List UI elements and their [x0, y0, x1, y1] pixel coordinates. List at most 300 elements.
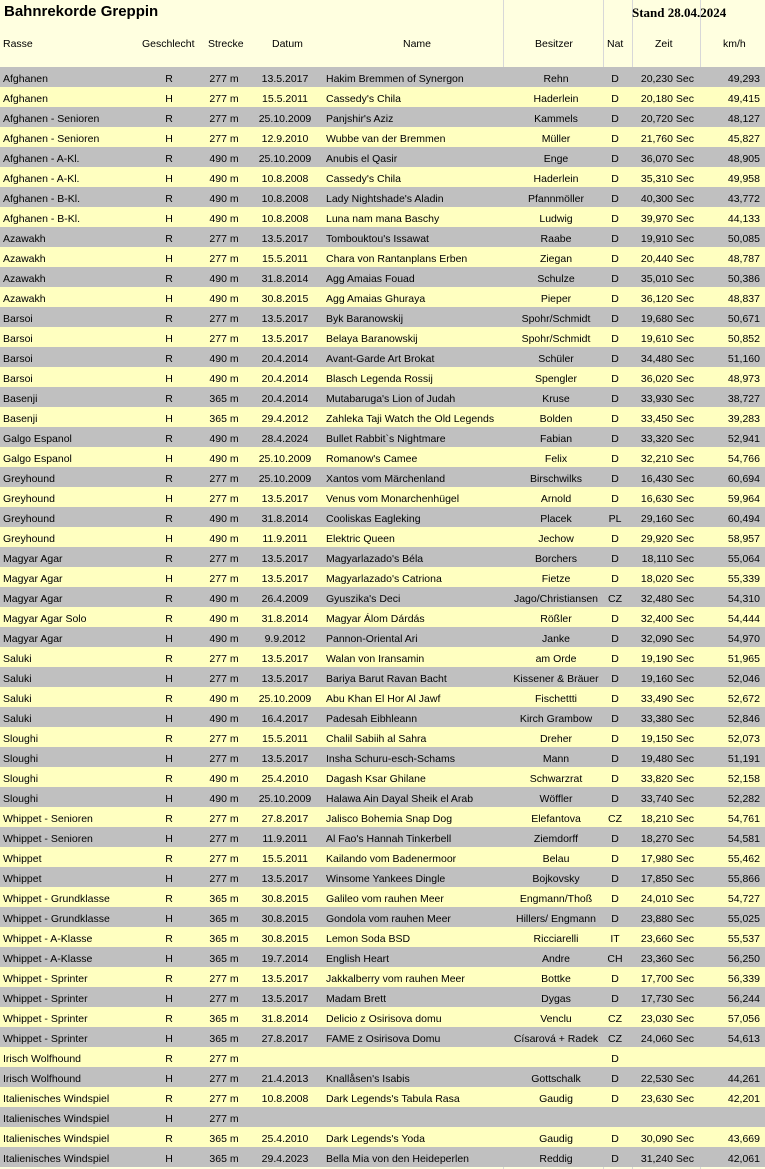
cell-zeit: 33,930 Sec [640, 393, 694, 405]
cell-zeit: 17,700 Sec [640, 973, 694, 985]
cell-rasse: Sloughi [3, 753, 39, 765]
table-row [0, 307, 765, 327]
cell-zeit: 23,360 Sec [640, 953, 694, 965]
cell-besitzer: Schulze [537, 273, 575, 285]
cell-strecke: 490 m [209, 433, 239, 445]
cell-datum: 20.4.2014 [261, 393, 309, 405]
cell-zeit: 31,240 Sec [640, 1153, 694, 1165]
cell-rasse: Italienisches Windspiel [3, 1113, 110, 1125]
cell-nat: CZ [608, 813, 622, 825]
cell-datum: 25.10.2009 [258, 793, 312, 805]
header-strecke: Strecke [208, 38, 244, 50]
cell-kmh: 55,866 [727, 873, 760, 885]
cell-zeit: 19,910 Sec [640, 233, 694, 245]
header-nat: Nat [607, 38, 624, 50]
cell-rasse: Saluki [3, 653, 32, 665]
stand-date: Stand 28.04.2024 [632, 5, 727, 20]
cell-zeit: 17,980 Sec [640, 853, 694, 865]
cell-besitzer: Fietze [541, 573, 571, 585]
cell-besitzer: Pieper [540, 293, 572, 305]
cell-geschlecht: H [165, 413, 173, 425]
cell-geschlecht: H [165, 453, 173, 465]
cell-name: Anubis el Qasir [326, 153, 398, 165]
cell-geschlecht: R [165, 353, 173, 365]
cell-nat: D [611, 193, 619, 205]
cell-geschlecht: H [165, 873, 173, 885]
cell-name: Agg Amaias Ghuraya [326, 293, 426, 305]
cell-name: Byk Baranowskij [326, 313, 404, 325]
cell-geschlecht: R [165, 193, 173, 205]
cell-besitzer: Reddig [539, 1153, 573, 1165]
cell-geschlecht: R [165, 113, 173, 125]
cell-zeit: 35,310 Sec [640, 173, 694, 185]
cell-geschlecht: R [165, 473, 173, 485]
cell-besitzer: Bojkovsky [532, 873, 580, 885]
cell-datum: 13.5.2017 [261, 73, 309, 85]
cell-strecke: 277 m [209, 333, 239, 345]
cell-kmh: 50,386 [727, 273, 760, 285]
cell-geschlecht: H [165, 953, 173, 965]
cell-rasse: Azawakh [3, 233, 46, 245]
cell-name: Cooliskas Eagleking [326, 513, 421, 525]
cell-nat: D [611, 833, 619, 845]
cell-besitzer: Wöffler [539, 793, 573, 805]
cell-nat: CZ [608, 593, 622, 605]
table-row [0, 107, 765, 127]
cell-strecke: 277 m [209, 853, 239, 865]
cell-kmh: 48,787 [727, 253, 760, 265]
cell-nat: D [611, 773, 619, 785]
cell-rasse: Whippet - Sprinter [3, 1013, 88, 1025]
cell-geschlecht: R [165, 853, 173, 865]
cell-kmh: 48,127 [727, 113, 760, 125]
table-row [0, 587, 765, 607]
cell-datum: 15.5.2011 [262, 733, 308, 745]
cell-kmh: 52,846 [727, 713, 760, 725]
cell-rasse: Greyhound [3, 493, 55, 505]
cell-nat: D [611, 733, 619, 745]
cell-besitzer: Ludwig [539, 213, 573, 225]
cell-rasse: Saluki [3, 673, 32, 685]
table-row [0, 727, 765, 747]
cell-nat: D [611, 633, 619, 645]
cell-kmh: 59,964 [727, 493, 760, 505]
cell-datum: 19.7.2014 [261, 953, 309, 965]
cell-datum: 12.9.2010 [261, 133, 309, 145]
cell-name: Elektric Queen [326, 533, 395, 545]
cell-rasse: Barsoi [3, 353, 33, 365]
cell-besitzer: Dygas [541, 993, 571, 1005]
cell-geschlecht: R [165, 893, 173, 905]
cell-strecke: 277 m [209, 493, 239, 505]
cell-name: Romanow's Camee [326, 453, 418, 465]
cell-rasse: Basenji [3, 413, 38, 425]
cell-zeit: 18,020 Sec [640, 573, 694, 585]
cell-strecke: 490 m [209, 193, 239, 205]
cell-zeit: 19,480 Sec [640, 753, 694, 765]
table-row [0, 667, 765, 687]
cell-kmh: 55,339 [727, 573, 760, 585]
cell-strecke: 490 m [209, 173, 239, 185]
cell-datum: 13.5.2017 [261, 873, 309, 885]
cell-kmh: 52,282 [727, 793, 760, 805]
cell-strecke: 277 m [209, 653, 239, 665]
cell-strecke: 365 m [209, 933, 239, 945]
table-row [0, 247, 765, 267]
cell-rasse: Afghanen [3, 93, 48, 105]
cell-geschlecht: R [165, 1093, 173, 1105]
cell-rasse: Greyhound [3, 513, 55, 525]
cell-strecke: 490 m [209, 793, 239, 805]
cell-besitzer: Haderlein [533, 93, 579, 105]
cell-datum: 13.5.2017 [261, 573, 309, 585]
cell-nat: D [611, 913, 619, 925]
cell-rasse: Sloughi [3, 733, 39, 745]
cell-rasse: Italienisches Windspiel [3, 1153, 110, 1165]
cell-zeit: 23,030 Sec [640, 1013, 694, 1025]
header-geschlecht: Geschlecht [142, 38, 195, 50]
table-row [0, 567, 765, 587]
table-row [0, 1007, 765, 1027]
cell-besitzer: Rehn [543, 73, 569, 85]
cell-nat: D [611, 313, 619, 325]
cell-besitzer: Placek [540, 513, 572, 525]
cell-besitzer: am Orde [535, 653, 577, 665]
cell-kmh: 57,056 [727, 1013, 760, 1025]
cell-strecke: 277 m [209, 473, 239, 485]
cell-kmh: 50,085 [727, 233, 760, 245]
cell-name: Madam Brett [326, 993, 387, 1005]
cell-rasse: Whippet - Senioren [3, 813, 93, 825]
cell-besitzer: Schüler [538, 353, 574, 365]
table-row [0, 1087, 765, 1107]
cell-zeit: 17,730 Sec [640, 993, 694, 1005]
cell-kmh: 54,766 [727, 453, 760, 465]
cell-rasse: Barsoi [3, 313, 33, 325]
cell-nat: D [611, 653, 619, 665]
cell-name: Gyuszika's Deci [326, 593, 401, 605]
cell-nat: D [611, 73, 619, 85]
cell-strecke: 365 m [209, 953, 239, 965]
cell-strecke: 277 m [209, 113, 239, 125]
cell-rasse: Magyar Agar Solo [3, 613, 87, 625]
cell-strecke: 277 m [209, 993, 239, 1005]
cell-datum: 13.5.2017 [261, 973, 309, 985]
cell-datum: 29.4.2023 [261, 1153, 309, 1165]
cell-datum: 11.9.2011 [262, 533, 308, 545]
cell-kmh: 38,727 [727, 393, 760, 405]
cell-datum: 13.5.2017 [261, 653, 309, 665]
cell-datum: 9.9.2012 [264, 633, 306, 645]
cell-datum: 31.8.2014 [261, 613, 309, 625]
cell-datum: 25.10.2009 [258, 693, 312, 705]
cell-geschlecht: R [165, 933, 173, 945]
cell-nat: D [611, 293, 619, 305]
cell-kmh: 43,772 [727, 193, 760, 205]
cell-geschlecht: R [165, 233, 173, 245]
cell-kmh: 56,244 [727, 993, 760, 1005]
cell-nat: D [611, 433, 619, 445]
table-row [0, 787, 765, 807]
table-row [0, 187, 765, 207]
table-row [0, 427, 765, 447]
cell-datum: 25.10.2009 [258, 113, 312, 125]
cell-nat: D [611, 1073, 619, 1085]
cell-besitzer: Haderlein [533, 173, 579, 185]
cell-datum: 13.5.2017 [261, 993, 309, 1005]
cell-kmh: 54,444 [727, 613, 760, 625]
cell-besitzer: Venclu [540, 1013, 572, 1025]
cell-besitzer: Enge [543, 153, 569, 165]
cell-kmh: 54,613 [727, 1033, 760, 1045]
table-row [0, 767, 765, 787]
cell-name: Winsome Yankees Dingle [326, 873, 446, 885]
cell-zeit: 33,320 Sec [640, 433, 694, 445]
cell-datum: 26.4.2009 [261, 593, 309, 605]
header-besitzer: Besitzer [535, 38, 573, 50]
table-row [0, 267, 765, 287]
cell-rasse: Afghanen - B-Kl. [3, 213, 81, 225]
cell-strecke: 490 m [209, 613, 239, 625]
cell-zeit: 20,720 Sec [640, 113, 694, 125]
cell-besitzer: Schwarzrat [529, 773, 583, 785]
cell-name: Lemon Soda BSD [326, 933, 411, 945]
cell-geschlecht: H [165, 573, 173, 585]
cell-rasse: Afghanen - Senioren [3, 133, 100, 145]
table-row [0, 447, 765, 467]
cell-besitzer: Andre [541, 953, 571, 965]
cell-besitzer: Císarová + Radek [513, 1033, 599, 1045]
cell-nat: D [611, 533, 619, 545]
cell-rasse: Galgo Espanol [3, 433, 72, 445]
cell-name: Abu Khan El Hor Al Jawf [326, 693, 441, 705]
cell-datum: 31.8.2014 [261, 273, 309, 285]
cell-zeit: 20,180 Sec [640, 93, 694, 105]
cell-geschlecht: R [165, 973, 173, 985]
cell-zeit: 34,480 Sec [640, 353, 694, 365]
cell-rasse: Magyar Agar [3, 573, 63, 585]
cell-strecke: 490 m [209, 713, 239, 725]
cell-rasse: Irisch Wolfhound [3, 1053, 82, 1065]
cell-nat: D [611, 273, 619, 285]
cell-besitzer: Ziemdorff [533, 833, 579, 845]
cell-name: Insha Schuru-esch-Schams [326, 753, 455, 765]
cell-geschlecht: H [165, 173, 173, 185]
table-row [0, 707, 765, 727]
cell-strecke: 490 m [209, 773, 239, 785]
cell-zeit: 32,480 Sec [640, 593, 694, 605]
cell-geschlecht: H [165, 1153, 173, 1165]
cell-datum: 20.4.2014 [261, 353, 309, 365]
table-row [0, 827, 765, 847]
table-row [0, 907, 765, 927]
cell-rasse: Whippet - Sprinter [3, 993, 88, 1005]
cell-strecke: 277 m [209, 733, 239, 745]
cell-kmh: 52,046 [727, 673, 760, 685]
cell-name: Dagash Ksar Ghilane [326, 773, 426, 785]
cell-nat: D [611, 1053, 619, 1065]
cell-strecke: 277 m [209, 233, 239, 245]
cell-zeit: 33,820 Sec [640, 773, 694, 785]
header-rasse: Rasse [3, 38, 33, 50]
cell-kmh: 49,415 [727, 93, 760, 105]
cell-name: Knallåsen's Isabis [326, 1073, 410, 1085]
cell-kmh: 55,025 [727, 913, 760, 925]
cell-kmh: 60,494 [727, 513, 760, 525]
cell-besitzer: Mann [542, 753, 570, 765]
cell-besitzer: Felix [544, 453, 568, 465]
cell-geschlecht: R [165, 513, 173, 525]
cell-name: Blasch Legenda Rossij [326, 373, 433, 385]
cell-zeit: 33,380 Sec [640, 713, 694, 725]
cell-name: Bariya Barut Ravan Bacht [326, 673, 447, 685]
cell-name: Pannon-Oriental Ari [326, 633, 418, 645]
cell-nat: D [611, 713, 619, 725]
cell-kmh: 56,250 [727, 953, 760, 965]
cell-datum: 21.4.2013 [261, 1073, 309, 1085]
cell-datum: 13.5.2017 [261, 233, 309, 245]
cell-strecke: 490 m [209, 353, 239, 365]
cell-zeit: 36,120 Sec [640, 293, 694, 305]
cell-kmh: 54,761 [727, 813, 760, 825]
cell-besitzer: Ricciarelli [533, 933, 579, 945]
table-row [0, 147, 765, 167]
cell-name: Galileo vom rauhen Meer [326, 893, 444, 905]
cell-strecke: 490 m [209, 513, 239, 525]
cell-strecke: 365 m [209, 913, 239, 925]
cell-kmh: 44,261 [727, 1073, 760, 1085]
cell-datum: 10.8.2008 [261, 1093, 309, 1105]
cell-name: Al Fao's Hannah Tinkerbell [326, 833, 452, 845]
cell-geschlecht: H [165, 133, 173, 145]
cell-kmh: 42,061 [727, 1153, 760, 1165]
table-row [0, 287, 765, 307]
cell-name: Dark Legends's Yoda [326, 1133, 425, 1145]
cell-rasse: Irisch Wolfhound [3, 1073, 82, 1085]
cell-name: Zahleka Taji Watch the Old Legends [326, 413, 495, 425]
cell-zeit: 33,740 Sec [640, 793, 694, 805]
cell-besitzer: Spengler [534, 373, 578, 385]
cell-strecke: 490 m [209, 693, 239, 705]
cell-datum: 28.4.2024 [261, 433, 309, 445]
cell-strecke: 277 m [209, 673, 239, 685]
cell-name: Padesah Eibhleann [326, 713, 418, 725]
cell-strecke: 365 m [209, 1013, 239, 1025]
cell-nat: D [611, 393, 619, 405]
table-row [0, 627, 765, 647]
cell-strecke: 365 m [209, 1033, 239, 1045]
cell-rasse: Whippet [3, 873, 42, 885]
cell-datum: 27.8.2017 [261, 813, 309, 825]
cell-rasse: Galgo Espanol [3, 453, 72, 465]
table-row [0, 947, 765, 967]
cell-datum: 10.8.2008 [261, 193, 309, 205]
cell-strecke: 490 m [209, 453, 239, 465]
cell-nat: IT [610, 933, 620, 945]
cell-rasse: Whippet - Grundklasse [3, 893, 110, 905]
table-row [0, 227, 765, 247]
cell-strecke: 490 m [209, 153, 239, 165]
cell-zeit: 36,020 Sec [640, 373, 694, 385]
cell-datum: 30.8.2015 [261, 893, 309, 905]
cell-nat: CZ [608, 1033, 622, 1045]
cell-datum: 25.10.2009 [258, 453, 312, 465]
cell-strecke: 277 m [209, 833, 239, 845]
cell-kmh: 58,957 [727, 533, 760, 545]
cell-strecke: 277 m [209, 873, 239, 885]
cell-name: Bella Mia von den Heideperlen [326, 1153, 470, 1165]
cell-geschlecht: H [165, 1033, 173, 1045]
cell-kmh: 50,852 [727, 333, 760, 345]
table-row [0, 387, 765, 407]
cell-zeit: 24,060 Sec [640, 1033, 694, 1045]
cell-name: Dark Legends's Tabula Rasa [326, 1093, 460, 1105]
cell-rasse: Sloughi [3, 793, 39, 805]
table-row [0, 67, 765, 87]
cell-kmh: 54,727 [727, 893, 760, 905]
table-row [0, 327, 765, 347]
cell-kmh: 39,283 [727, 413, 760, 425]
table-row [0, 487, 765, 507]
header-datum: Datum [272, 38, 303, 50]
cell-kmh: 42,201 [727, 1093, 760, 1105]
cell-name: Avant-Garde Art Brokat [326, 353, 435, 365]
cell-strecke: 277 m [209, 813, 239, 825]
cell-geschlecht: R [165, 153, 173, 165]
cell-zeit: 33,490 Sec [640, 693, 694, 705]
cell-zeit: 32,400 Sec [640, 613, 694, 625]
cell-kmh: 52,073 [727, 733, 760, 745]
cell-geschlecht: H [165, 373, 173, 385]
table-row [0, 1027, 765, 1047]
cell-besitzer: Kissener & Bräuer [513, 673, 599, 685]
cell-geschlecht: H [165, 493, 173, 505]
cell-zeit: 19,160 Sec [640, 673, 694, 685]
cell-kmh: 48,973 [727, 373, 760, 385]
cell-nat: D [611, 793, 619, 805]
cell-name: Kailando vom Badenermoor [326, 853, 457, 865]
cell-kmh: 55,064 [727, 553, 760, 565]
cell-strecke: 490 m [209, 373, 239, 385]
cell-name: Agg Amaias Fouad [326, 273, 415, 285]
cell-datum: 15.5.2011 [262, 853, 308, 865]
cell-name: Halawa Ain Dayal Sheik el Arab [326, 793, 474, 805]
cell-geschlecht: H [165, 913, 173, 925]
cell-zeit: 24,010 Sec [640, 893, 694, 905]
cell-datum: 25.10.2009 [258, 153, 312, 165]
cell-zeit: 29,160 Sec [640, 513, 694, 525]
cell-besitzer: Müller [541, 133, 571, 145]
cell-strecke: 490 m [209, 273, 239, 285]
cell-zeit: 19,190 Sec [640, 653, 694, 665]
cell-name: Walan von Iransamin [326, 653, 425, 665]
table-row [0, 467, 765, 487]
page-title: Bahnrekorde Greppin [4, 3, 159, 20]
cell-datum: 13.5.2017 [261, 553, 309, 565]
cell-strecke: 277 m [209, 313, 239, 325]
cell-rasse: Afghanen - A-Kl. [3, 153, 80, 165]
cell-besitzer: Spohr/Schmidt [521, 333, 591, 345]
cell-geschlecht: R [165, 733, 173, 745]
cell-geschlecht: H [165, 793, 173, 805]
cell-rasse: Barsoi [3, 333, 33, 345]
cell-kmh: 56,339 [727, 973, 760, 985]
cell-strecke: 490 m [209, 293, 239, 305]
cell-kmh: 55,537 [727, 933, 760, 945]
cell-kmh: 60,694 [727, 473, 760, 485]
cell-rasse: Magyar Agar [3, 633, 63, 645]
cell-nat: D [611, 453, 619, 465]
